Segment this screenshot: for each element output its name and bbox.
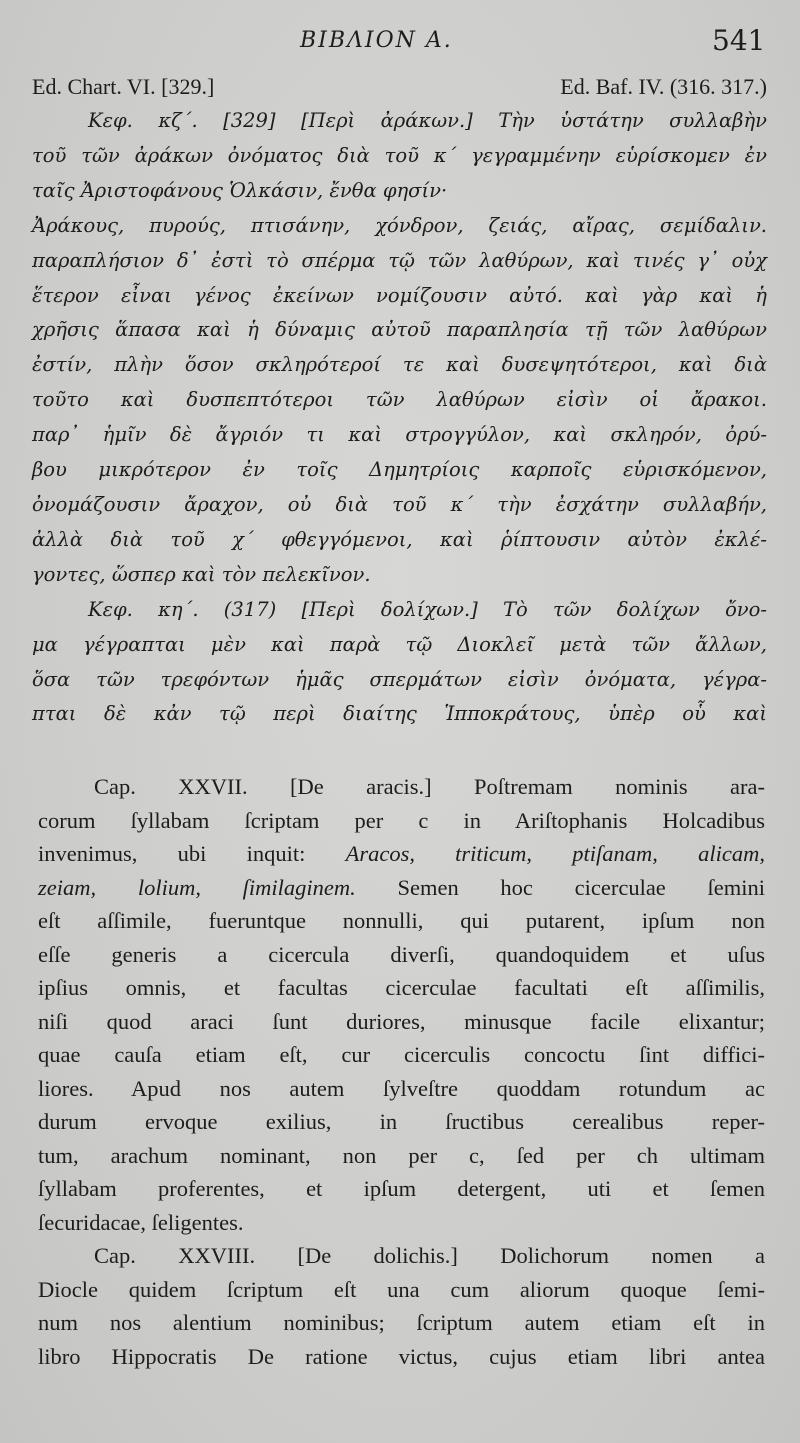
greek-line: γοντες, ὥσπερ καὶ τὸν πελεκῖνον. [32,562,371,586]
latin-line [38,1105,765,1139]
greek-line: πται δὲ κἀν τῷ περὶ διαίτης Ἱπποκράτους, ὑπὲρ οὗ καὶ [32,702,767,726]
latin-line [38,1072,765,1106]
latin-line [38,938,765,972]
latin-text-block [38,770,765,1373]
greek-line: Ἀράκους, πυρούς, πτισάνην, χόνδρον, ζειάς, αἴρας, σεμίδαλιν. [32,213,767,237]
greek-line: Κεφ. κζ΄. [329] [Περὶ ἀράκων.] Τὴν ὑστάτην συλλαβὴν [88,109,767,132]
latin-line [38,1038,765,1072]
latin-text: ſecuridacae, ſeligentes. [38,1209,244,1235]
latin-text: invenimus, ubi inquit: [38,841,346,866]
latin-text: quae cauſa etiam eſt, cur cicerculis concoctu ſint diffici- [38,1042,765,1067]
greek-line: παραπλήσιον δ᾽ ἐστὶ τὸ σπέρμα τῷ τῶν λαθύρων, καὶ τινές γ᾽ οὐχ [32,248,767,272]
greek-text-block [32,104,767,732]
latin-text: niſi quod araci ſunt duriores, minusque facile elixantur; [38,1008,765,1034]
latin-line [38,971,765,1005]
latin-line [38,1005,765,1039]
latin-quotation: zeiam, lolium, ſimilaginem. [38,874,356,900]
latin-line [38,1172,765,1206]
latin-text: Diocle quidem ſcriptum eſt una cum aliorum quoque ſemi- [38,1276,765,1302]
latin-line [38,770,765,804]
greek-line: ὅσα τῶν τρεφόντων ἡμᾶς σπερμάτων εἰσὶν ὀνόματα, γέγρα- [32,667,767,691]
latin-text: Cap. XXVII. [De aracis.] Poſtremam nominis ara- [94,774,765,799]
greek-line: τοῦ τῶν ἀράκων ὀνόματος διὰ τοῦ κ΄ γεγραμμένην εὑρίσκομεν ἐν [32,143,767,167]
latin-line [38,1273,765,1307]
latin-line [38,1206,765,1240]
latin-text: num nos alentium nominibus; ſcriptum autem etiam eſt in [38,1310,765,1335]
greek-line: ἕτερον εἶναι γένος ἐκείνων νομίζουσιν αὐτό. καὶ γὰρ καὶ ἡ [32,283,767,307]
latin-text: ipſius omnis, et facultas cicerculae facultati eſt aſſimilis, [38,975,765,1000]
latin-line [38,1306,765,1340]
latin-line [38,1340,765,1374]
latin-line [38,904,765,938]
running-head [0,24,800,62]
latin-text: liores. Apud nos autem ſylveſtre quoddam rotundum ac [38,1075,765,1101]
greek-line: παρ᾽ ἡμῖν δὲ ἄγριόν τι καὶ στρογγύλον, καὶ σκληρόν, ὀρύ- [32,423,767,447]
greek-line: βου μικρότερον ἐν τοῖς Δημητρίοις καρποῖς εὑρισκόμενον, [32,458,767,482]
latin-text: eſt aſſimile, fueruntque nonnulli, qui putarent, ipſum non [38,908,765,933]
latin-text: ſyllabam proferentes, et ipſum detergent, uti et ſemen [38,1176,765,1201]
latin-line [38,1239,765,1273]
latin-line [38,871,765,905]
greek-line: ὀνομάζουσιν ἄραχον, οὐ διὰ τοῦ κ΄ τὴν ἐσχάτην συλλαβήν, [32,492,767,516]
greek-line: Κεφ. κη΄. (317) [Περὶ δολίχων.] Τὸ τῶν δολίχων ὄνο- [88,597,767,621]
greek-line: ἀλλὰ διὰ τοῦ χ΄ φθεγγόμενοι, καὶ ῥίπτουσιν αὐτὸν ἐκλέ- [32,527,767,551]
greek-line: μα γέγραπται μὲν καὶ παρὰ τῷ Διοκλεῖ μετὰ τῶν ἄλλων, [32,632,767,656]
latin-text: Cap. XXVIII. [De dolichis.] Dolichorum nomen a [94,1243,765,1268]
page-number: 541 [712,24,766,57]
latin-line [38,837,765,871]
edition-reference-line [32,74,767,104]
latin-text: corum ſyllabam ſcriptam per c in Ariſtophanis Holcadibus [38,807,765,833]
latin-text: eſſe generis a cicercula diverſi, quandoquidem et uſus [38,941,765,967]
greek-line: ἐστίν, πλὴν ὅσον σκληρότεροί τε καὶ δυσεψητότεροι, καὶ διὰ [32,353,767,377]
greek-line: τοῦτο καὶ δυσπεπτότεροι τῶν λαθύρων εἰσὶν οἱ ἄρακοι. [32,388,767,412]
latin-line [38,804,765,838]
greek-line: χρῆσις ἅπασα καὶ ἡ δύναμις αὐτοῦ παραπλησία τῇ τῶν λαθύρων [32,318,767,342]
latin-text: libro Hippocratis De ratione victus, cujus etiam libri antea [38,1343,765,1369]
latin-line [38,1139,765,1173]
running-title: ΒΙΒΛΙΟΝ Α. [300,28,453,53]
latin-quotation: Aracos, triticum, ptiſanam, alicam, [345,841,765,866]
edition-reference-basel: Ed. Baf. IV. (316. 317.) [560,74,767,99]
latin-text: tum, arachum nominant, non per c, ſed per ch ultimam [38,1142,765,1168]
greek-line: ταῖς Ἀριστοφάνους Ὁλκάσιν, ἔνθα φησίν· [32,178,448,202]
latin-text: durum ervoque exilius, in ſructibus cerealibus reper- [38,1109,765,1134]
edition-reference-chartier: Ed. Chart. VI. [329.] [32,74,215,99]
latin-text: Semen hoc cicerculae ſemini [355,874,765,900]
